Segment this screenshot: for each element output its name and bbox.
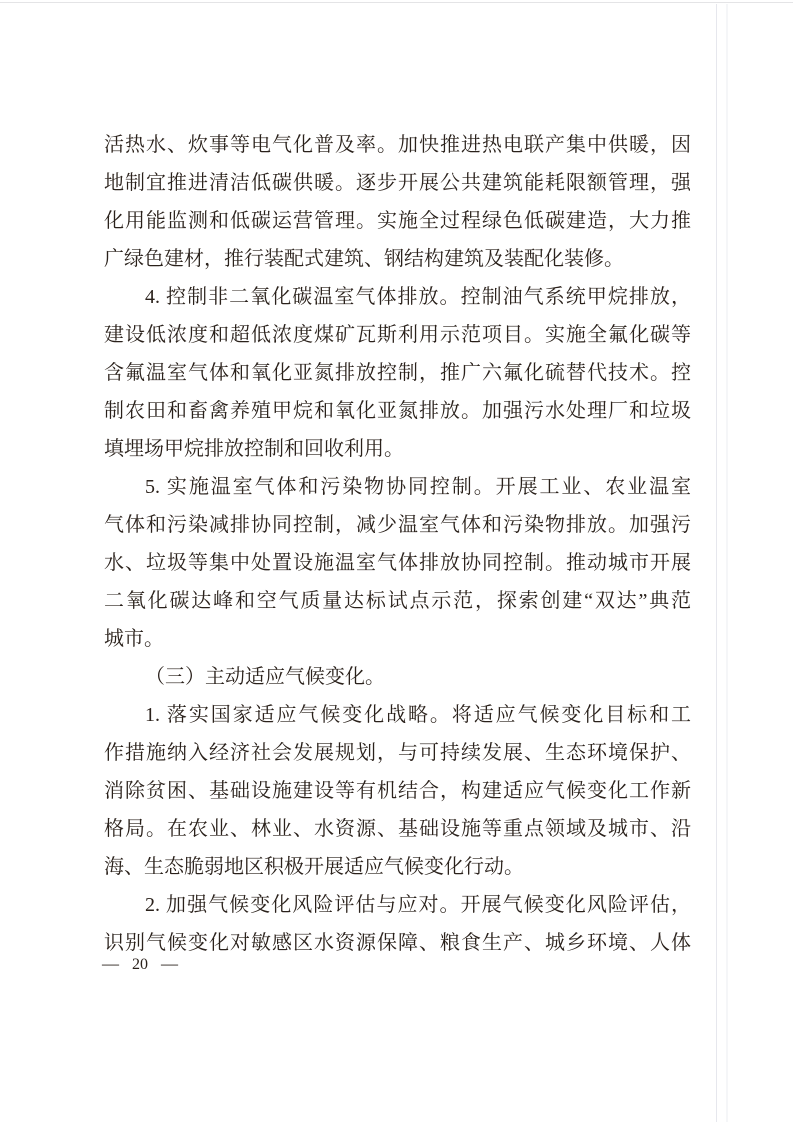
scan-edge-top-line — [0, 2, 793, 3]
footer-dash-left: — — [102, 954, 119, 973]
text-line: 2. 加强气候变化风险评估与应对。开展气候变化风险评估， — [145, 894, 691, 916]
text-line: 海、生态脆弱地区积极开展适应气候变化行动。 — [104, 856, 524, 878]
page-number: 20 — [132, 956, 148, 973]
scan-edge-vertical-line — [716, 4, 717, 1122]
body-text — [104, 126, 691, 962]
section-heading-3 — [104, 658, 691, 696]
text-line: 水、垃圾等集中处置设施温室气体排放协同控制。推动城市开展 — [104, 552, 691, 574]
text-line: 作措施纳入经济社会发展规划，与可持续发展、生态环境保护、 — [104, 742, 691, 764]
text-line: 5. 实施温室气体和污染物协同控制。开展工业、农业温室 — [145, 476, 691, 498]
text-line: 气体和污染减排协同控制，减少温室气体和污染物排放。加强污 — [104, 514, 691, 536]
paragraph-item-4 — [104, 278, 691, 468]
section-heading-line: （三）主动适应气候变化。 — [145, 666, 385, 688]
text-line: 消除贫困、基础设施建设等有机结合，构建适应气候变化工作新 — [104, 780, 691, 802]
text-line: 城市。 — [104, 628, 164, 650]
text-line: 识别气候变化对敏感区水资源保障、粮食生产、城乡环境、人体 — [104, 932, 691, 954]
text-line: 地制宜推进清洁低碳供暖。逐步开展公共建筑能耗限额管理，强 — [104, 172, 691, 194]
page-footer — [102, 952, 178, 977]
paragraph-item-5 — [104, 468, 691, 658]
text-line: 含氟温室气体和氧化亚氮排放控制，推广六氟化硫替代技术。控 — [104, 362, 691, 384]
text-line: 化用能监测和低碳运营管理。实施全过程绿色低碳建造，大力推 — [104, 210, 691, 232]
paragraph-item-1 — [104, 696, 691, 886]
text-line: 格局。在农业、林业、水资源、基础设施等重点领域及城市、沿 — [104, 818, 691, 840]
footer-dash-right: — — [161, 954, 178, 973]
text-line: 广绿色建材，推行装配式建筑、钢结构建筑及装配化装修。 — [104, 248, 624, 270]
paragraph-continuation — [104, 126, 691, 278]
text-line: 制农田和畜禽养殖甲烷和氧化亚氮排放。加强污水处理厂和垃圾 — [104, 400, 691, 422]
scan-edge-vertical-line-2 — [726, 4, 728, 1122]
text-line: 4. 控制非二氧化碳温室气体排放。控制油气系统甲烷排放， — [145, 286, 691, 308]
text-line: 活热水、炊事等电气化普及率。加快推进热电联产集中供暖，因 — [104, 134, 691, 156]
text-line: 1. 落实国家适应气候变化战略。将适应气候变化目标和工 — [145, 704, 691, 726]
text-line: 建设低浓度和超低浓度煤矿瓦斯利用示范项目。实施全氟化碳等 — [104, 324, 691, 346]
text-line: 填埋场甲烷排放控制和回收利用。 — [104, 438, 404, 460]
paragraph-item-2 — [104, 886, 691, 962]
text-line: 二氧化碳达峰和空气质量达标试点示范，探索创建“双达”典范 — [104, 590, 691, 612]
